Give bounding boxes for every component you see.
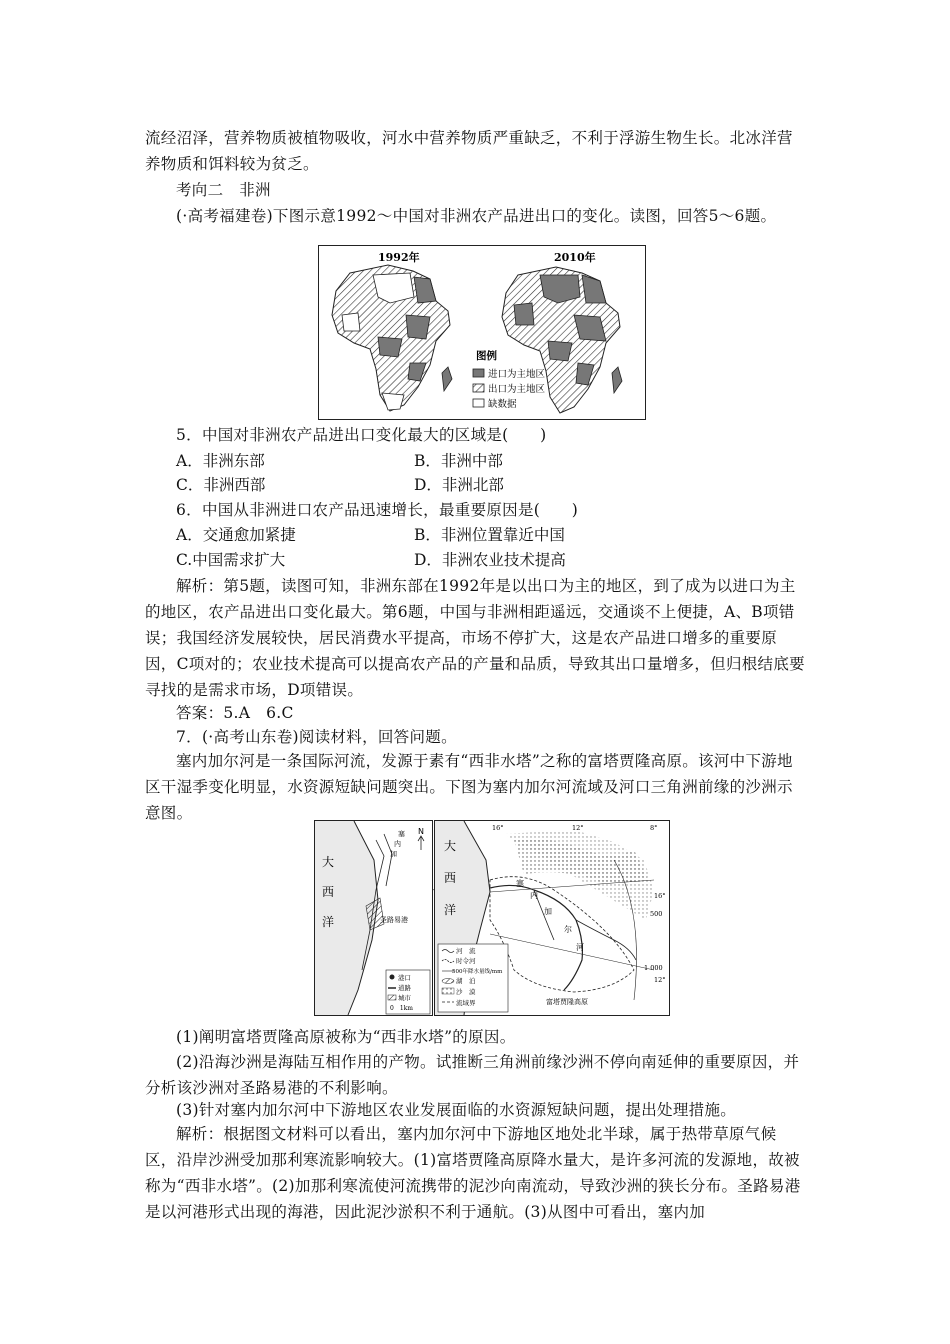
legend-desert: 沙 漠 xyxy=(456,988,476,996)
lon-12: 12° xyxy=(572,824,584,832)
legend-import-swatch xyxy=(473,369,484,377)
ocean-label-left-3: 洋 xyxy=(322,915,335,929)
q5-option-a: A．非洲东部 xyxy=(176,452,265,470)
africa-trade-map xyxy=(318,245,646,420)
section-title: 考向二 非洲 xyxy=(176,181,271,199)
legend-export-label: 出口为主地区 xyxy=(488,384,546,395)
question-5-options-row1 xyxy=(176,448,796,474)
port-label: 圣路易港 xyxy=(380,916,408,924)
question-7-part-2: (2)沿海沙洲是海陆互相作用的产物。试推断三角洲前缘沙洲不停向南延伸的重要原因，并分析该沙洲对圣路易港的不利影响。 xyxy=(145,1053,800,1097)
analysis-5-6: 解析：第5题，读图可知，非洲东部在1992年是以出口为主的地区，到了成为以进口为主的地区，农产品进出口变化最大。第6题，中国与非洲相距遥远，交通谈不上便捷，A、B项错误；我国经济发展较快，居民消费水平提高，市场不停扩大，这是农产品进口增多的重要原因，C项对的；农业技术提高可以提高农产品的产量和品质，导致其出口量增多，但归根结底要寻找的是需求市场，D项错误。 xyxy=(145,577,805,699)
senegal-river-map xyxy=(314,820,670,1016)
river-label-right-4: 尔 xyxy=(564,925,572,934)
legend-nodata-swatch xyxy=(473,399,484,407)
lon-16: 16° xyxy=(492,824,504,832)
question-7-part-3: (3)针对塞内加尔河中下游地区农业发展面临的水资源短缺问题，提出处理措施。 xyxy=(176,1101,737,1119)
desert-icon xyxy=(442,988,454,994)
year-2010-label: 2010年 xyxy=(554,251,596,264)
river-label-left-3: 加 xyxy=(390,850,397,858)
legend-basin: 流域界 xyxy=(456,999,476,1007)
year-1992-label: 1992年 xyxy=(378,251,420,264)
ocean-label-right-3: 洋 xyxy=(444,903,457,917)
legend-lake: 湖 泊 xyxy=(456,977,476,985)
lon-8: 8° xyxy=(650,824,658,832)
legend-road: 道路 xyxy=(398,984,411,992)
river-label-left-1: 塞 xyxy=(398,830,405,838)
ocean-label-left-2: 西 xyxy=(322,885,335,899)
lat-16: 16° xyxy=(654,892,666,900)
river-label-right-3: 加 xyxy=(544,907,552,916)
legend-seasonal-river: 时令河 xyxy=(456,957,476,965)
river-label-left-2: 内 xyxy=(394,840,401,848)
analysis-7: 解析：根据图文材料可以看出，塞内加尔河中下游地区地处北半球，属于热带草原气候区，沿岸沙洲受加那利寒流影响较大。(1)富塔贾隆高原降水量大，是许多河流的发源地，故被称为“西非水塔”。(2)加那利寒流使河流携带的泥沙向南流动，导致沙洲的狭长分布。圣路易港是以河港形式出现的海港，因此泥沙淤积不利于通航。(3)从图中可看出，塞内加 xyxy=(145,1125,801,1221)
legend-export-swatch xyxy=(473,384,484,392)
lake-icon xyxy=(442,979,454,984)
question-7-intro: 7．(·高考山东卷)阅读材料，回答问题。 xyxy=(176,728,457,746)
river-label-right-2: 内 xyxy=(530,891,538,900)
q6-option-a: A．交通愈加紧捷 xyxy=(176,526,296,544)
question-5-options-row2 xyxy=(176,472,796,498)
legend-port: 港口 xyxy=(398,974,411,982)
legend-isohyet: 500年降水量线/mm xyxy=(452,969,503,975)
north-arrow-label: N xyxy=(418,827,424,836)
legend-title: 图例 xyxy=(476,350,497,362)
intro-paragraph: 流经沼泽，营养物质被植物吸收，河水中营养物质严重缺乏，不利于浮游生物生长。北冰洋营养物质和饵料较为贫乏。 xyxy=(145,129,793,173)
legend-nodata-label: 缺数据 xyxy=(488,399,517,410)
q5-option-c: C．非洲西部 xyxy=(176,476,266,494)
river-label-right-1: 塞 xyxy=(516,879,524,888)
question-5-stem: 5．中国对非洲农产品进出口变化最大的区域是( ) xyxy=(176,426,547,444)
isohyet-1000: 1 000 xyxy=(644,964,663,972)
question-5-6-intro: (·高考福建卷)下图示意1992～中国对非洲农产品进出口的变化。读图，回答5～6题。 xyxy=(176,207,777,225)
port-icon xyxy=(390,975,395,980)
q5-option-b: B．非洲中部 xyxy=(414,452,503,470)
ocean-label-right-2: 西 xyxy=(444,871,457,885)
question-7-part-1: (1)阐明富塔贾隆高原被称为“西非水塔”的原因。 xyxy=(176,1028,516,1046)
ocean-label-right-1: 大 xyxy=(444,839,457,853)
river-label-right-5: 河 xyxy=(576,943,584,952)
legend-scale: 0 1km xyxy=(390,1005,413,1012)
ocean-label-left-1: 大 xyxy=(322,855,335,869)
q5-option-d: D．非洲北部 xyxy=(414,476,504,494)
lat-12: 12° xyxy=(654,976,666,984)
city-icon xyxy=(388,995,396,1000)
question-6-stem: 6．中国从非洲进口农产品迅速增长，最重要原因是( ) xyxy=(176,501,579,519)
isohyet-500: 500 xyxy=(650,910,663,918)
plateau-label: 富塔贾隆高原 xyxy=(546,998,588,1006)
question-6-options-row2 xyxy=(176,547,796,573)
legend-river: 河 流 xyxy=(456,947,476,955)
q6-option-c: C.中国需求扩大 xyxy=(176,551,286,569)
q6-option-d: D．非洲农业技术提高 xyxy=(414,551,566,569)
question-7-material: 塞内加尔河是一条国际河流，发源于素有“西非水塔”之称的富塔贾隆高原。该河中下游地区干湿季变化明显，水资源短缺问题突出。下图为塞内加尔河流域及河口三角洲前缘的沙洲示意图。 xyxy=(145,752,793,822)
q6-option-b: B．非洲位置靠近中国 xyxy=(414,526,565,544)
legend-import-label: 进口为主地区 xyxy=(488,369,546,380)
answer-5-6: 答案：5.A 6.C xyxy=(176,704,294,722)
question-6-options-row1 xyxy=(176,522,796,548)
legend-city: 城市 xyxy=(398,994,411,1002)
